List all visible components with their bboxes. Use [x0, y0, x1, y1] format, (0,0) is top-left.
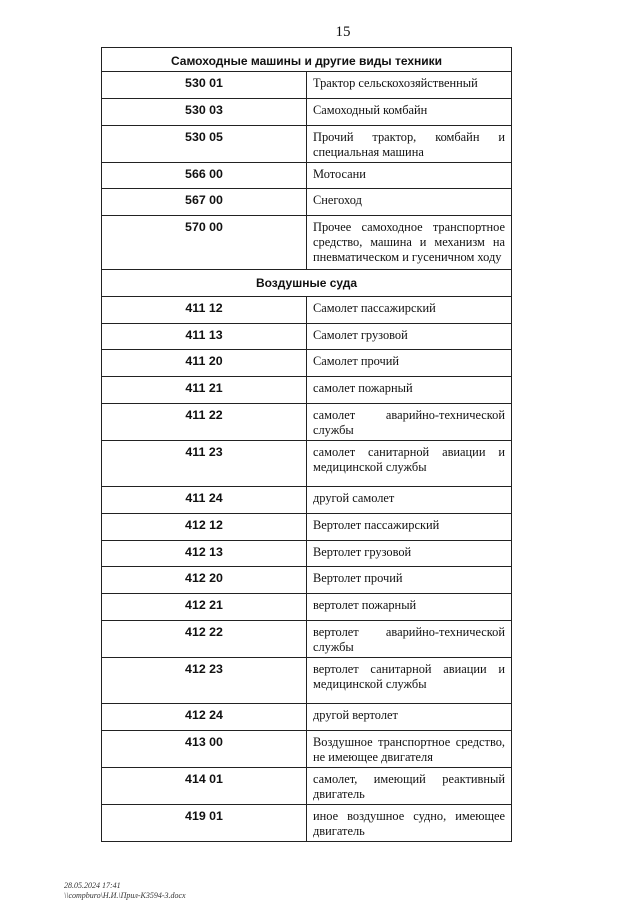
vehicle-description: самолет аварийно-технической службы: [313, 408, 505, 437]
table-row: [102, 216, 512, 270]
vehicle-code: 412 13: [185, 545, 223, 559]
vehicle-description: Прочее самоходное транспортное средство, машина и механизм на пневматическом и гусеничном ходу: [313, 220, 505, 264]
table-row: [102, 768, 512, 805]
table-row: [102, 72, 512, 99]
vehicle-code: 414 01: [185, 772, 223, 786]
table-row: [102, 189, 512, 216]
section-title: Самоходные машины и другие виды техники: [170, 54, 443, 68]
vehicle-code: 412 24: [185, 708, 223, 722]
vehicle-codes-table: [101, 47, 512, 842]
table-row: [102, 704, 512, 731]
vehicle-description: Трактор сельскохозяйственный: [313, 76, 478, 90]
vehicle-code: 411 13: [185, 328, 223, 342]
section-header: [102, 48, 512, 72]
vehicle-description: Прочий трактор, комбайн и специальная машина: [313, 130, 505, 159]
table-row: [102, 487, 512, 514]
table-row: [102, 126, 512, 163]
section-header: [102, 270, 512, 297]
vehicle-code: 530 05: [185, 130, 223, 144]
table-row: [102, 377, 512, 404]
vehicle-description: Вертолет грузовой: [313, 545, 412, 559]
vehicle-description: вертолет аварийно-технической службы: [313, 625, 505, 654]
vehicle-code: 566 00: [185, 167, 223, 181]
vehicle-code: 567 00: [185, 193, 223, 207]
vehicle-description: иное воздушное судно, имеющее двигатель: [313, 809, 505, 838]
vehicle-description: самолет пожарный: [313, 381, 413, 395]
footer-file-path: \\compburo\Н.И.\Прил-К3594-3.docx: [64, 891, 186, 900]
vehicle-description: самолет санитарной авиации и медицинской службы: [313, 445, 505, 474]
vehicle-code: 412 22: [185, 625, 223, 639]
vehicle-description: Вертолет прочий: [313, 571, 403, 585]
vehicle-code: 411 20: [185, 354, 223, 368]
vehicle-code: 411 12: [185, 301, 223, 315]
vehicle-description: Самолет грузовой: [313, 328, 408, 342]
table-row: [102, 324, 512, 350]
vehicle-code: 411 23: [185, 445, 223, 459]
table-row: [102, 99, 512, 126]
table-row: [102, 594, 512, 621]
document-footer: [64, 881, 186, 901]
table-row: [102, 404, 512, 441]
vehicle-code: 530 03: [185, 103, 223, 117]
table-row: [102, 658, 512, 704]
vehicle-code: 419 01: [185, 809, 223, 823]
vehicle-description: другой вертолет: [313, 708, 398, 722]
vehicle-description: Мотосани: [313, 167, 366, 181]
vehicle-code: 412 20: [185, 571, 223, 585]
table-row: [102, 541, 512, 567]
vehicle-code: 570 00: [185, 220, 223, 234]
table-row: [102, 514, 512, 541]
table-row: [102, 350, 512, 377]
vehicle-code: 413 00: [185, 735, 223, 749]
table-row: [102, 567, 512, 594]
vehicle-description: Воздушное транспортное средство, не имеющее двигателя: [313, 735, 505, 764]
vehicle-code: 411 22: [185, 408, 223, 422]
table-row: [102, 441, 512, 487]
page-number: 15: [335, 24, 351, 40]
vehicle-code: 411 21: [185, 381, 223, 395]
vehicle-description: Снегоход: [313, 193, 362, 207]
vehicle-code: 411 24: [185, 491, 223, 505]
vehicle-description: Самолет пассажирский: [313, 301, 436, 315]
vehicle-description: вертолет санитарной авиации и медицинской службы: [313, 662, 505, 691]
table-row: [102, 621, 512, 658]
vehicle-description: Самоходный комбайн: [313, 103, 428, 117]
table-row: [102, 297, 512, 324]
vehicle-description: Самолет прочий: [313, 354, 400, 368]
table-row: [102, 163, 512, 189]
table-row: [102, 805, 512, 842]
vehicle-description: другой самолет: [313, 491, 395, 505]
vehicle-code: 530 01: [185, 76, 223, 90]
section-title: Воздушные суда: [255, 276, 358, 290]
vehicle-code: 412 12: [185, 518, 223, 532]
vehicle-code: 412 23: [185, 662, 223, 676]
footer-timestamp: 28.05.2024 17:41: [64, 881, 121, 890]
vehicle-description: самолет, имеющий реактивный двигатель: [313, 772, 505, 801]
vehicle-code: 412 21: [185, 598, 223, 612]
vehicle-description: вертолет пожарный: [313, 598, 417, 612]
vehicle-description: Вертолет пассажирский: [313, 518, 440, 532]
table-row: [102, 731, 512, 768]
